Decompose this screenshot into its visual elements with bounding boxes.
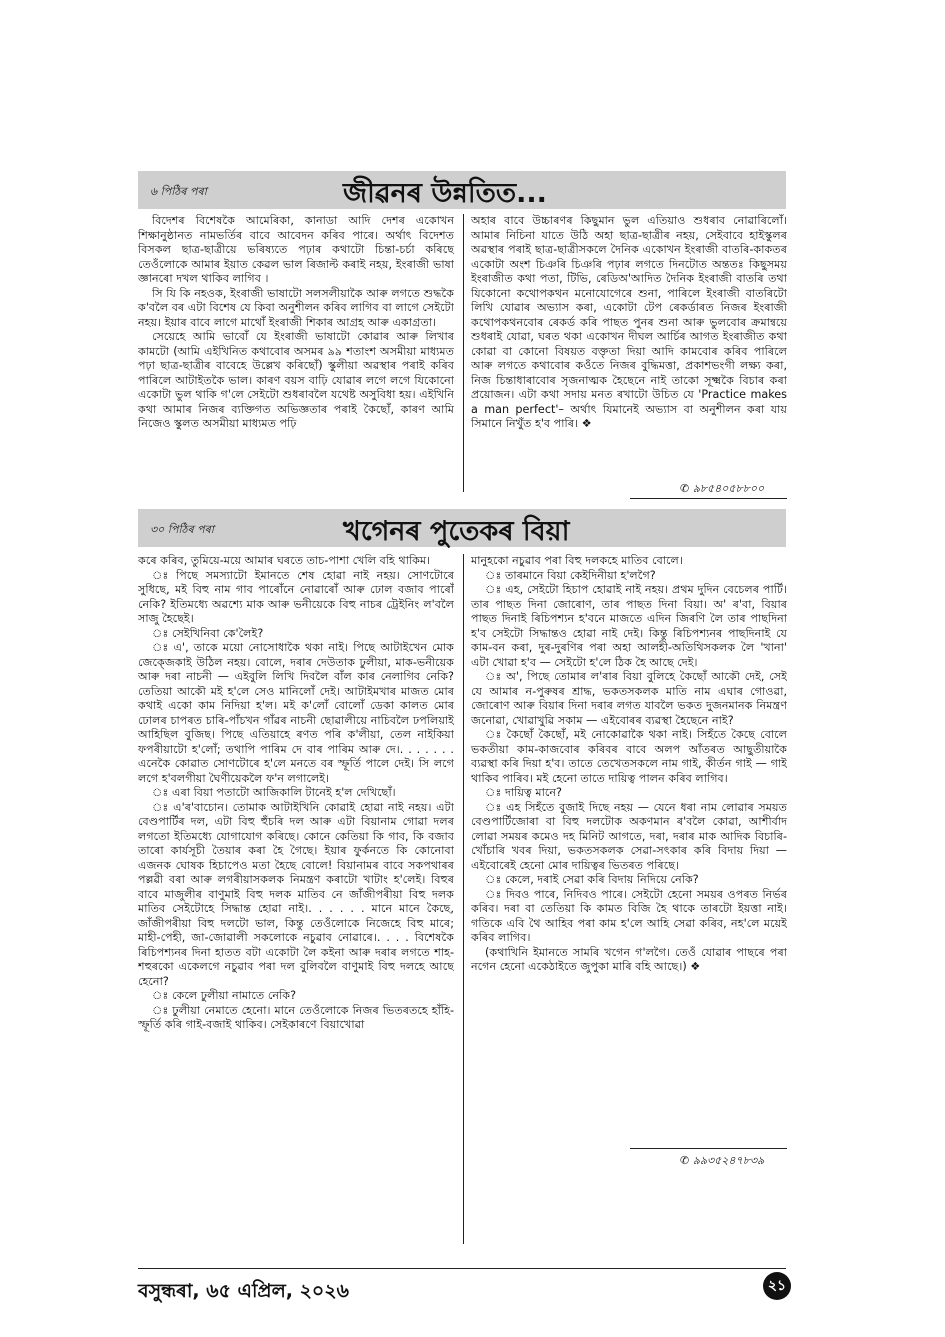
article-2-left-column [138,554,454,1244]
footer-rule [138,1268,786,1269]
paragraph: ঃ তাৰমানে বিয়া কেইদিনীয়া হ'লগৈ? [485,568,656,582]
paragraph: অহাৰ বাবে উচ্চাৰণৰ কিছুমান ভুল এতিয়াও শুধৰাব নোৱাৰিলোঁ। আমাৰ নিচিনা যাতে উঠি অহা ছাত্ৰ-ছাত্ৰীৰ নহয়, সেইবাবে হাইস্কুলৰ অৱস্থাৰ পৰাই ছাত্ৰ-ছাত্ৰীসকলে দৈনিক একোখন ইংৰাজী বাতৰি-কাকতৰ একোটা অংশ চিঞৰি চিঞৰি পঢ়াৰ লগতে দিনটোত অন্ততঃ কিছুসময় ইংৰাজীত কথা পতা, টিভি, ৰেডিঅ'আদিত দৈনিক ইংৰাজী বাতৰি তথা যিকোনো কথোপকথন মনোযোগেৰে শুনা, পাৰিলে ইংৰাজী বাতৰিটো লিখি যোৱাৰ অভ্যাস কৰা, একোটা টেপ ৰেকৰ্ডাৰত নিজৰ ইংৰাজী কথোপকথনবোৰ ৰেকৰ্ড কৰি পাছত পুনৰ শুনা আৰু ভুলবোৰ ক্ৰমান্বয়ে শুধৰাই যোৱা, ঘৰত থকা একোখন দীঘল আৰ্চিৰ আগত ইংৰাজীত কথা কোৱা বা কোনো বিষয়ত বক্তৃতা দিয়া আদি কামবোৰ কৰিব পাৰিলে আৰু লগতে কথাবোৰ কওঁতে নিজৰ বুদ্ধিমত্তা, প্ৰকাশভংগী লক্ষ্য কৰা, নিজ চিন্তাধাৰাবোৰ সৃজনাত্মক হৈছেনে নাই তাকো সূক্ষ্মকৈ বিচাৰ কৰা প্ৰয়োজন। এটা কথা সদায় মনত ৰখাটো উচিত যে 'Practice makes a man perfect'– অৰ্থাৎ যিমানেই অভ্যাস বা অনুশীলন কৰা যায় সিমানে নিখুঁত হ'ব পাৰি। ❖ [471,214,787,430]
article-1-right-column [471,214,787,478]
article-2-right-column [471,554,787,1144]
paragraph: মানুহকো নচুৱাব পৰা বিহু দলকহে মাতিব বোলে। [471,554,683,567]
article-1-left-column [138,214,454,492]
paragraph: (কথাখিনি ইমানতে সামৰি খগেন গ'লগৈ। তেওঁ যোৱাৰ পাছৰে পৰা নগেন হেনো একেঠাইতে জুপুকা মাৰি বহি আছে।) ❖ [471,945,787,973]
column-divider [463,554,464,1244]
article-title: খগেনৰ পুতেকৰ বিয়া [343,516,570,547]
end-rule [630,498,787,499]
paragraph: ঃ এৰা বিয়া পতাটো আজিকালি টানেই হ'ল দেখিছোঁ। [152,786,396,799]
author-phone: ✆ ৯৮৫৪০৫৮৮০০ [680,482,765,495]
continued-from-label: ৬ পিঠিৰ পৰা [150,185,207,198]
magazine-issue-footer: বসুন্ধৰা, ৬৫ এপ্ৰিল, ২০২৬ [138,1280,349,1302]
paragraph: ঃ এহ সিহঁতে বুজাই দিছে নহয় — যেনে ধৰা নাম লোৱাৰ সময়ত বেণ্ডপাৰ্টিজোৰা বা বিহু দলটোক অকণমান ৰ'বলৈ কোৱা, আশীৰ্বাদ লোৱা সময়ৰ কমেও দহ মিনিট আগতে, দৰা, দৰাৰ মাক আদিক বিচাৰি-খোঁচাৰি খবৰ দিয়া, ভকতসকলক সেৱা-সৎকাৰ কৰি বিদায় দিয়া — এইবোৰেই হেনো মোৰ দায়িত্বৰ ভিতৰত পৰিছে। [471,800,787,872]
page-number: ২১ [763,1272,791,1300]
paragraph: কৰে কৰিব, তুমিয়ে-ময়ে আমাৰ ঘৰতে তাচ-পাশা খেলি বহি থাকিম। [138,554,431,567]
paragraph: ঃ এ'ৰ'বাচোন। তোমাক আটাইখিনি কোৱাই হোৱা নাই নহয়। এটা বেণ্ডপাৰ্টিৰ দল, এটা বিহু হুঁচৰি দল আৰু এটা বিয়ানাম গোৱা দলৰ লগতো ইতিমধ্যে যোগাযোগ কৰিছে। কোনে কেতিয়া কি গাব, কি বজাব তাৰো কাৰ্যসূচী তৈয়াৰ কৰা হৈ গৈছে। ইয়াৰ ফুৰ্কনতে কি কোনোবা এজনক ঘোষক হিচাপেও মতা হৈছে বোলে! বিয়ানামৰ বাবে সকপথাৰৰ পল্লৱী বৰা আৰু লগৰীয়াসকলক নিমন্ত্ৰণ কৰাটো খাটাং হ'লেই। বিহুৰ বাবে মাজুলীৰ বাণুমাই বিহু দলক মাতিব নে জাঁজীপৰীয়া বিহু দলক মাতিব সেইটোহে সিদ্ধান্ত হোৱা নাই।. . . . . . মানে মানে কৈছে, জাঁজীপৰীয়া বিহু দলটো ভাল, কিন্তু তেওঁলোকে নিজেহে বিহু মাৰে; মাহী-পেহী, জা-জোৱালী সকলোকে নচুৱাব নোৱাৰে।. . . . বিশেষকৈ ৰিচিপশ্যনৰ দিনা হাতত বটা একোটা লৈ কইনা আৰু দৰাৰ লগতে শাহ-শহুৰকো একেলগে নচুৱাব পৰা দল বুলিবলৈ বাণুমাই বিহু দলহে আছে হেনো? [138,800,454,988]
paragraph: ঃ এহ, সেইটো হিচাপ হোৱাই নাই নহয়। প্ৰথম দুদিন বেচেলৰ পাৰ্টি। তাৰ পাছত দিনা জোৰোণ, তাৰ পাছত দিনা বিয়া। অ' ৰ'বা, বিয়াৰ পাছত দিনাই ৰিচিপশ্যন হ'বনে মাজতে এদিন জিৰণি লৈ তাৰ পাছদিনা হ'ব সেইটো সিদ্ধান্তও হোৱা নাই দেই। কিন্তু ৰিচিপশ্যনৰ পাছদিনাই যে কাম-বন কৰা, দুৰ-দুৰণিৰ পৰা অহা আলহী-অতিথিসকলক লৈ 'খানা' এটা খোৱা হ'ব — সেইটো হ'লে ঠিক হৈ আছে দেই। [471,583,787,669]
paragraph: ঃ কেলে, দৰাই সেৱা কৰি বিদায় নিদিয়ে নেকি? [485,873,699,886]
paragraph: ঃ এ', তাকে ময়ো নোসোধাকৈ থকা নাই। পিছে আটাইখেন মোক জেক্জেকাই উঠিল নহয়। বোলে, দৰাৰ দেউতাক ঢুলীয়া, মাক-ভনীয়েক আৰু দৰা নাচনী — এইবুলি লিখি দিবলৈ বাঁল কাৰ নেলাগিব নেকি? তেতিয়া আকৌ মই হ'লে সেও মানিলোঁ দেই। আটাইমখাৰ মাজত মোৰ কথাই একো কাম নিদিয়া হ'ল। মই ক'লোঁ বোলোঁ ডেকা কালত মোৰ ঢোলৰ চাপৰত চাৰি-পাঁচখন গাঁৱৰ নাচনী ছোৱালীয়ে নাচিবলৈ ঢপলিয়াই আহিছিল বুজিছ। পিছে এতিয়াহে ৰণত পৰি ক'লীয়া, তেল নাইকিয়া ফপৰীয়াটো হ'লোঁ; তথাপি পাৰিম দে বাৰ পাৰিম আৰু দে।. . . . . . . এনেকৈ কোৱাত সোণটোৰে হ'লে মনতে বৰ স্ফূৰ্তি পালে দেই। সি লগে লগে হ'বলগীয়া ঘৈণীয়েকলৈ ফ'ন লগালেই। [138,641,454,785]
paragraph: সেয়েহে আমি ভাবোঁ যে ইংৰাজী ভাষাটো কোৱাৰ আৰু লিখাৰ কামটো (আমি এইখিনিত কথাবোৰ অসমৰ ৯৯ শতাংশ অসমীয়া মাধ্যমত পঢ়া ছাত্ৰ-ছাত্ৰীৰ বাবেহে উল্লেখ কৰিছোঁ) স্কুলীয়া অৱস্থাৰ পৰাই কৰিব পাৰিলে আটাইতকৈ ভাল। কাৰণ বয়স বাঢ়ি যোৱাৰ লগে লগে যিকোনো একোটা ভুল থাকি গ'লে সেইটো শুধৰাবলৈ যথেষ্ট অসুবিধা হয়। এইখিনি কথা আমাৰ নিজৰ ব্যক্তিগত অভিজ্ঞতাৰ পৰাই কৈছোঁ, কাৰণ আমি নিজেও স্কুলত অসমীয়া মাধ্যমত পঢ়ি [138,330,454,430]
paragraph: ঃ পিছে সমস্যাটো ইমানতে শেষ হোৱা নাই নহয়। সোণটোৰে সুধিছে, মই বিহু নাম গাব পাৰোঁনে নোৱাৰোঁ আৰু ঢোল বজাব পাৰোঁ নেকি? ইতিমধ্যে অৱশ্যে মাক আৰু ভনীয়েকে বিহু নাচৰ ট্ৰেইনিং ল'বলৈ সাজু হৈছেই। [138,568,454,625]
paragraph: ঃ ঢুলীয়া নেমাতে হেনো। মানে তেওঁলোকে নিজৰ ভিতৰতহে হাঁহি-স্ফূৰ্তি কৰি গাই-বজাই থাকিব। সেইকাৰণে বিয়াখোৱা [138,1003,454,1031]
column-divider [463,214,464,492]
paragraph: ঃ কেলে ঢুলীয়া নামাতে নেকি? [152,989,297,1002]
paragraph: ঃ সেইখিনিবা কে'লৈই? [152,626,264,640]
section-banner-1 [138,171,786,209]
continued-from-label: ৩০ পিঠিৰ পৰা [150,523,214,536]
paragraph: ঃ কৈছোঁ কৈছোঁ, মই নোকোৱাকৈ থকা নাই। সিহঁতে কৈছে বোলে ভকতীয়া কাম-কাজবোৰ কৰিবৰ বাবে অলপ আঁতৰত আছুতীয়াকৈ ব্যৱস্থা কৰি দিয়া হ'ব। তাতে তেখেতসকলে নাম গাই, কীৰ্তন গাই — গাই থাকিব পাৰিব। মই হেনো তাতে দায়িত্ব পালন কৰিব লাগিব। [471,728,787,785]
section-banner-2 [138,509,786,547]
paragraph: ঃ দিবও পাৰে, নিদিবও পাৰে। সেইটো হেনো সময়ৰ ওপৰত নিৰ্ভৰ কৰিব। দৰা বা তেতিয়া কি কামত বিজি হৈ থাকে তাৰটো ইয়ত্তা নাই। গতিকে এবি থৈ আহিব পৰা কাম হ'লে আহি সেৱা কৰিব, নহ'লে ময়েই কৰিব লাগিব। [471,887,787,944]
paragraph: সি যি কি নহওক, ইংৰাজী ভাষাটো সলসলীয়াকৈ আৰু লগতে শুদ্ধকৈ ক'বলৈ বৰ এটা বিশেষ যে কিবা অনুশীলন কৰিব লাগিব বা লাগে সেইটো নহয়। ইয়াৰ বাবে লাগে মাথোঁ ইংৰাজী শিকাৰ আগ্ৰহ আৰু একাগ্ৰতা। [138,286,454,329]
paragraph: বিদেশৰ বিশেষকৈ আমেৰিকা, কানাডা আদি দেশৰ একোখন শিক্ষানুষ্ঠানত নামভৰ্তিৰ বাবে আবেদন কৰিব পাৰে। অৰ্থাৎ বিদেশত বিসকল ছাত্ৰ-ছাত্ৰীয়ে ভৰিষ্যতে পঢ়াৰ কথাটো চিন্তা-চৰ্চা কৰিছে তেওঁলোকে আমাৰ ইয়াত কেৱল ভাল ৰিজাল্ট কৰাই নহয়, ইংৰাজী ভাষা জ্ঞানৰো দখল থাকিব লাগিব । [138,214,454,285]
paragraph: ঃ অ', পিছে তোমাৰ ল'ৰাৰ বিয়া বুলিহে কৈছোঁ আকৌ দেই, সেই যে আমাৰ ন-পুৰুষৰ শ্ৰাদ্ধ, ভকতসকলক মাতি নাম এঘাৰ গোওৱা, জোৰোণ আৰু বিয়াৰ দিনা দৰাৰ লগত যাবলৈ ভকত দুজনমানক নিমন্ত্ৰণ জনোৱা, খোৱাখুৱি সকাম — এইবোৰৰ ব্যৱস্থা হৈছেনে নাই? [471,670,787,727]
end-rule [630,1148,787,1149]
article-title: জীৱনৰ উন্নতিত... [343,178,547,209]
author-phone: ✆ ৯৯৩৫২৪৭৮৩৯ [680,1154,765,1167]
paragraph: ঃ দায়িত্ব মানে? [485,786,562,799]
